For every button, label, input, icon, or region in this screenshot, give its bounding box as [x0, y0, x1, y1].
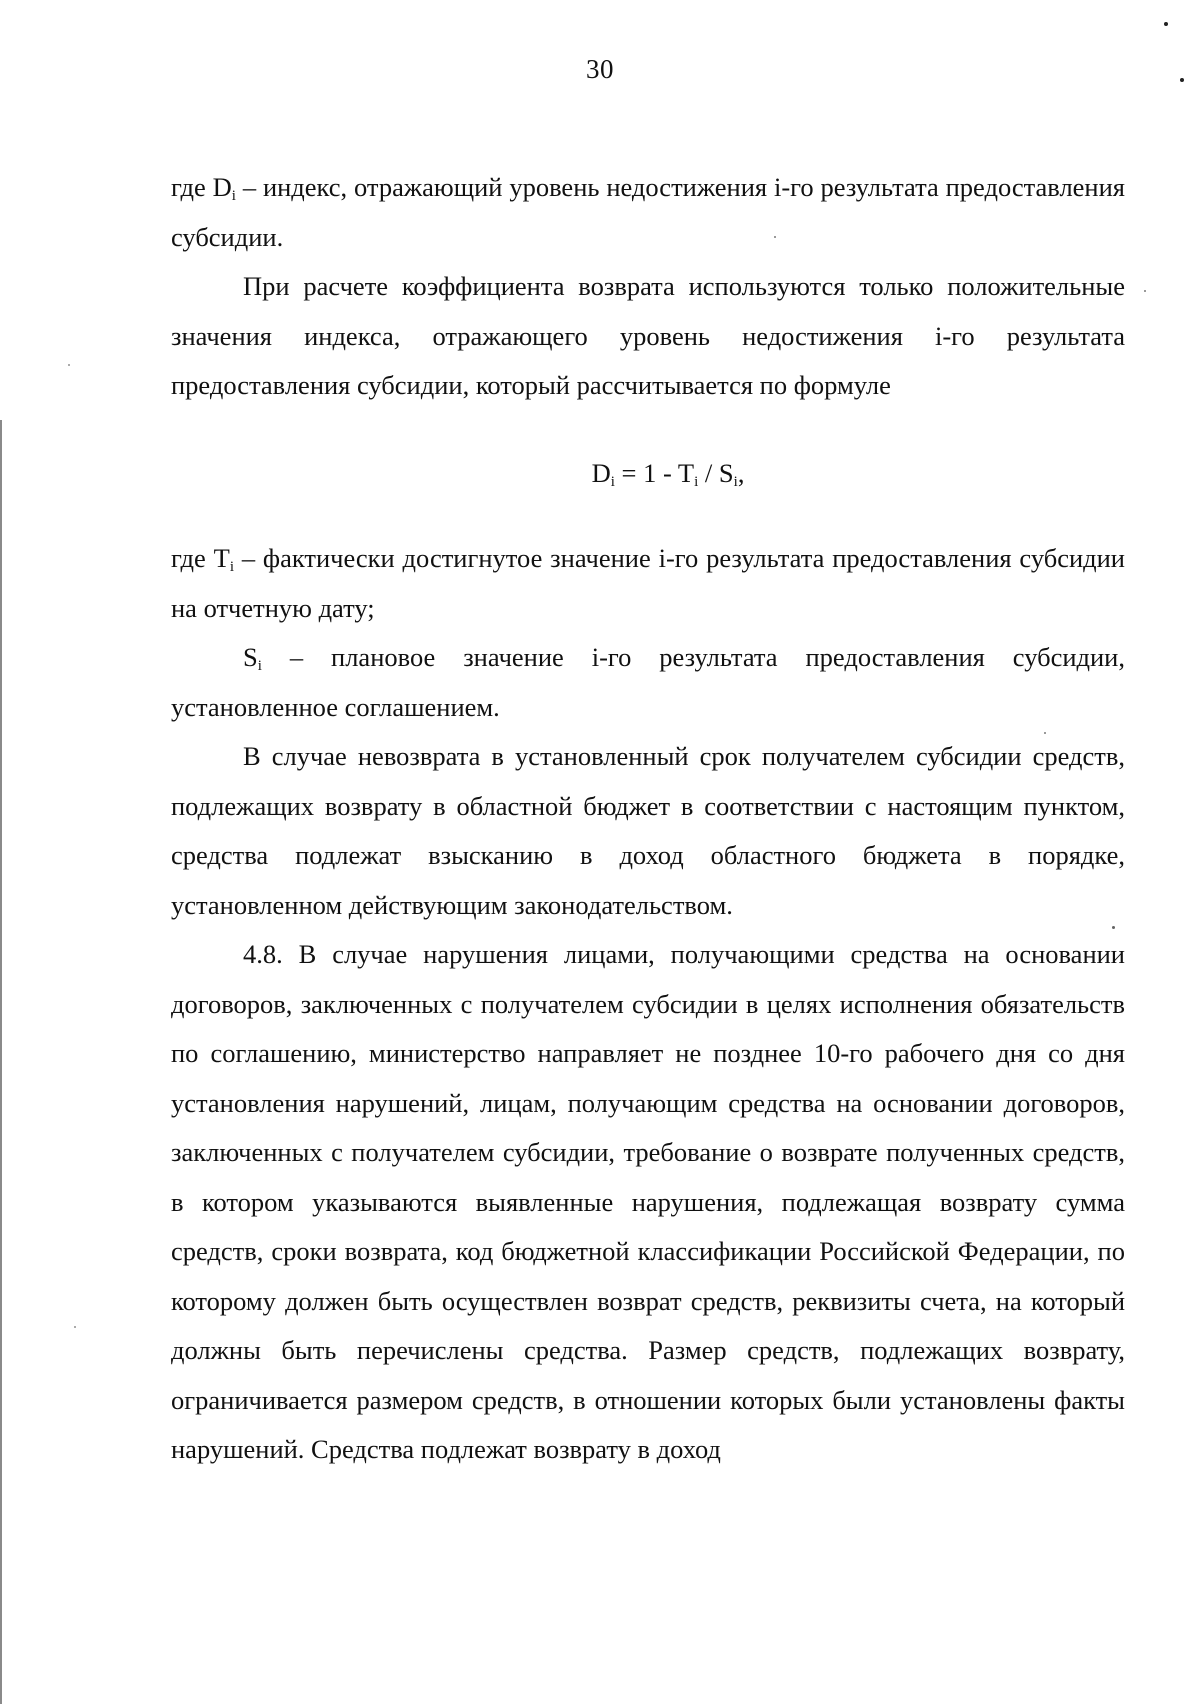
scan-speck: [1144, 290, 1146, 292]
formula-s-subscript: i: [733, 473, 738, 490]
paragraph-text-prefix: где D: [171, 172, 232, 202]
scan-speck: [1044, 732, 1046, 734]
paragraph-text-suffix: – индекс, отражающий уровень недостижения i-го результата предоставления субсидии.: [171, 172, 1125, 252]
scan-speck: [774, 236, 776, 238]
scan-speck: [1180, 78, 1184, 82]
document-body: [171, 163, 1125, 1475]
subscript: i: [231, 188, 236, 204]
subscript: i: [257, 658, 262, 674]
scan-speck: [1164, 22, 1168, 26]
page-number: 30: [586, 54, 614, 84]
paragraph-ti-definition: [171, 534, 1125, 633]
formula-di: [171, 449, 1125, 499]
paragraph-si-definition: [171, 633, 1125, 732]
paragraph-non-return: В случае невозврата в установленный срок получателем субсидии средств, подлежащих возврату в областной бюджет в соответствии с настоящим пунктом, средства подлежат взысканию в доход областного бюджета в порядке, установленном действующим законодательством.: [171, 741, 1125, 920]
paragraph-text-prefix: где T: [171, 543, 230, 573]
subscript: i: [229, 559, 234, 575]
paragraph-text-suffix: – фактически достигнутое значение i-го результата предоставления субсидии на отчетную дату;: [171, 543, 1125, 623]
formula-t-subscript: i: [694, 473, 699, 490]
paragraph-di-definition: [171, 163, 1125, 262]
formula-d: D: [591, 457, 611, 488]
paragraph-4-8: 4.8. В случае нарушения лицами, получающими средства на основании договоров, заключенных с получателем субсидии в целях исполнения обязательств по соглашению, министерство направляет не позднее 10-го рабочего дня со дня установления нарушений, лицам, получающим средства на основании договоров, заключенных с получателем субсидии, требование о возврате полученных средств, в котором указываются выявленные нарушения, подлежащая возврату сумма средств, сроки возврата, код бюджетной классификации Российской Федерации, по которому должен быть осуществлен возврат средств, реквизиты счета, на который должны быть перечислены средства. Размер средств, подлежащих возврату, ограничивается размером средств, в отношении которых были установлены факты нарушений. Средства подлежат возврату в доход: [171, 939, 1125, 1464]
scan-speck: [68, 364, 70, 366]
formula-d-subscript: i: [610, 473, 615, 490]
scan-binding-edge: [0, 420, 2, 1704]
paragraph-text-prefix: S: [243, 642, 258, 672]
formula-end: ,: [737, 457, 745, 488]
formula-div: / S: [698, 457, 734, 488]
scan-speck: [1112, 926, 1115, 929]
scan-speck: [74, 1326, 76, 1328]
paragraph-coefficient-calculation: При расчете коэффициента возврата используются только положительные значения индекса, отражающего уровень недостижения i-го результата предоставления субсидии, который рассчитывается по формуле: [171, 271, 1125, 400]
formula-mid: = 1 - T: [614, 457, 695, 488]
paragraph-text-suffix: – плановое значение i-го результата предоставления субсидии, установленное соглашением.: [171, 642, 1125, 722]
